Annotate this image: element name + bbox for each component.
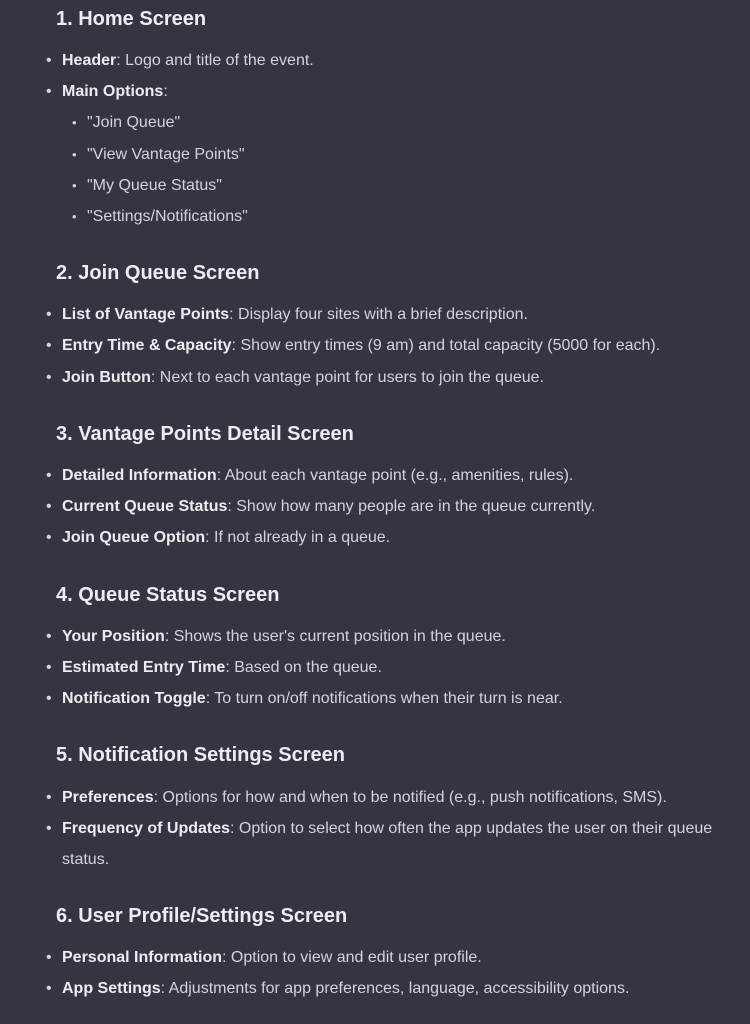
sub-item-text: "Join Queue"	[87, 114, 181, 131]
sub-item-text: "View Vantage Points"	[87, 146, 245, 163]
item-desc: : Display four sites with a brief description.	[229, 306, 528, 323]
section-title-notification-settings-screen: 5. Notification Settings Screen	[56, 744, 345, 766]
item-term: App Settings	[62, 980, 161, 997]
sub-item-text: "My Queue Status"	[87, 177, 222, 194]
item-desc: : Show how many people are in the queue currently.	[227, 498, 596, 515]
item-desc: : Option to select how often the app updates the user on their queue status.	[62, 820, 713, 868]
bullet-icon: •	[46, 820, 52, 837]
item-term: Frequency of Updates	[62, 820, 231, 837]
list-item-your-position	[46, 621, 730, 652]
item-desc: : Based on the queue.	[225, 659, 382, 676]
list-item-join-queue-option	[46, 522, 730, 553]
list-item-list-of-vantage-points	[46, 299, 730, 330]
item-desc: : Options for how and when to be notified (e.g., push notifications, SMS).	[153, 789, 667, 806]
item-desc: : Adjustments for app preferences, language, accessibility options.	[160, 980, 630, 997]
bullet-icon: •	[46, 690, 52, 707]
bullet-icon: •	[46, 789, 52, 806]
bullet-icon: •	[46, 337, 52, 354]
item-term: Estimated Entry Time	[62, 659, 226, 676]
item-desc: : If not already in a queue.	[205, 529, 391, 546]
bullet-icon: •	[46, 83, 52, 100]
sub-list-item-view-vantage-points	[72, 139, 730, 170]
item-term: Detailed Information	[62, 467, 217, 484]
bullet-icon: •	[46, 949, 52, 966]
list-item-estimated-entry-time	[46, 652, 730, 683]
sub-list-item-my-queue-status	[72, 170, 730, 201]
item-term: Main Options	[62, 83, 164, 100]
list-item-detailed-information	[46, 460, 730, 491]
item-desc: : Show entry times (9 am) and total capacity (5000 for each).	[231, 337, 661, 354]
list-item-main-options	[46, 76, 730, 107]
list-item-join-button	[46, 362, 730, 393]
list-item-preferences	[46, 782, 730, 813]
item-desc: : Shows the user's current position in the queue.	[164, 628, 506, 645]
bullet-icon: •	[46, 529, 52, 546]
item-desc: : Next to each vantage point for users to join the queue.	[150, 369, 545, 386]
section-title-vantage-points-detail-screen: 3. Vantage Points Detail Screen	[56, 423, 354, 445]
bullet-icon: •	[46, 467, 52, 484]
item-term: Preferences	[62, 789, 154, 806]
list-item-current-queue-status	[46, 491, 730, 522]
item-desc: : Logo and title of the event.	[116, 52, 314, 69]
item-desc: :	[163, 83, 168, 100]
bullet-icon: •	[72, 178, 77, 193]
item-term: Notification Toggle	[62, 690, 206, 707]
list-item-notification-toggle	[46, 683, 730, 714]
bullet-icon: •	[46, 369, 52, 386]
sub-list-item-join-queue	[72, 107, 730, 138]
list-item-app-settings	[46, 973, 730, 1004]
bullet-icon: •	[46, 52, 52, 69]
list-item-entry-time-capacity	[46, 330, 730, 361]
list-item-header	[46, 45, 730, 76]
bullet-icon: •	[72, 147, 77, 162]
bullet-icon: •	[46, 628, 52, 645]
item-term: Personal Information	[62, 949, 223, 966]
item-term: Entry Time & Capacity	[62, 337, 232, 354]
section-title-user-profile-settings-screen: 6. User Profile/Settings Screen	[56, 905, 348, 927]
item-term: Current Queue Status	[62, 498, 228, 515]
list-item-frequency-of-updates	[46, 813, 730, 875]
item-term: Header	[62, 52, 117, 69]
item-desc: : Option to view and edit user profile.	[222, 949, 482, 966]
item-term: Join Queue Option	[62, 529, 206, 546]
bullet-icon: •	[72, 209, 77, 224]
item-term: List of Vantage Points	[62, 306, 230, 323]
section-title-join-queue-screen: 2. Join Queue Screen	[56, 262, 260, 284]
item-desc: : About each vantage point (e.g., amenities, rules).	[216, 467, 574, 484]
bullet-icon: •	[46, 498, 52, 515]
section-title-home-screen: 1. Home Screen	[56, 8, 207, 30]
bullet-icon: •	[72, 115, 77, 130]
item-term: Join Button	[62, 369, 151, 386]
sub-item-text: "Settings/Notifications"	[87, 208, 248, 225]
list-item-personal-information	[46, 942, 730, 973]
item-term: Your Position	[62, 628, 165, 645]
sub-list-item-settings-notifications	[72, 201, 730, 232]
item-desc: : To turn on/off notifications when their turn is near.	[205, 690, 563, 707]
bullet-icon: •	[46, 306, 52, 323]
bullet-icon: •	[46, 980, 52, 997]
bullet-icon: •	[46, 659, 52, 676]
section-title-queue-status-screen: 4. Queue Status Screen	[56, 584, 280, 606]
